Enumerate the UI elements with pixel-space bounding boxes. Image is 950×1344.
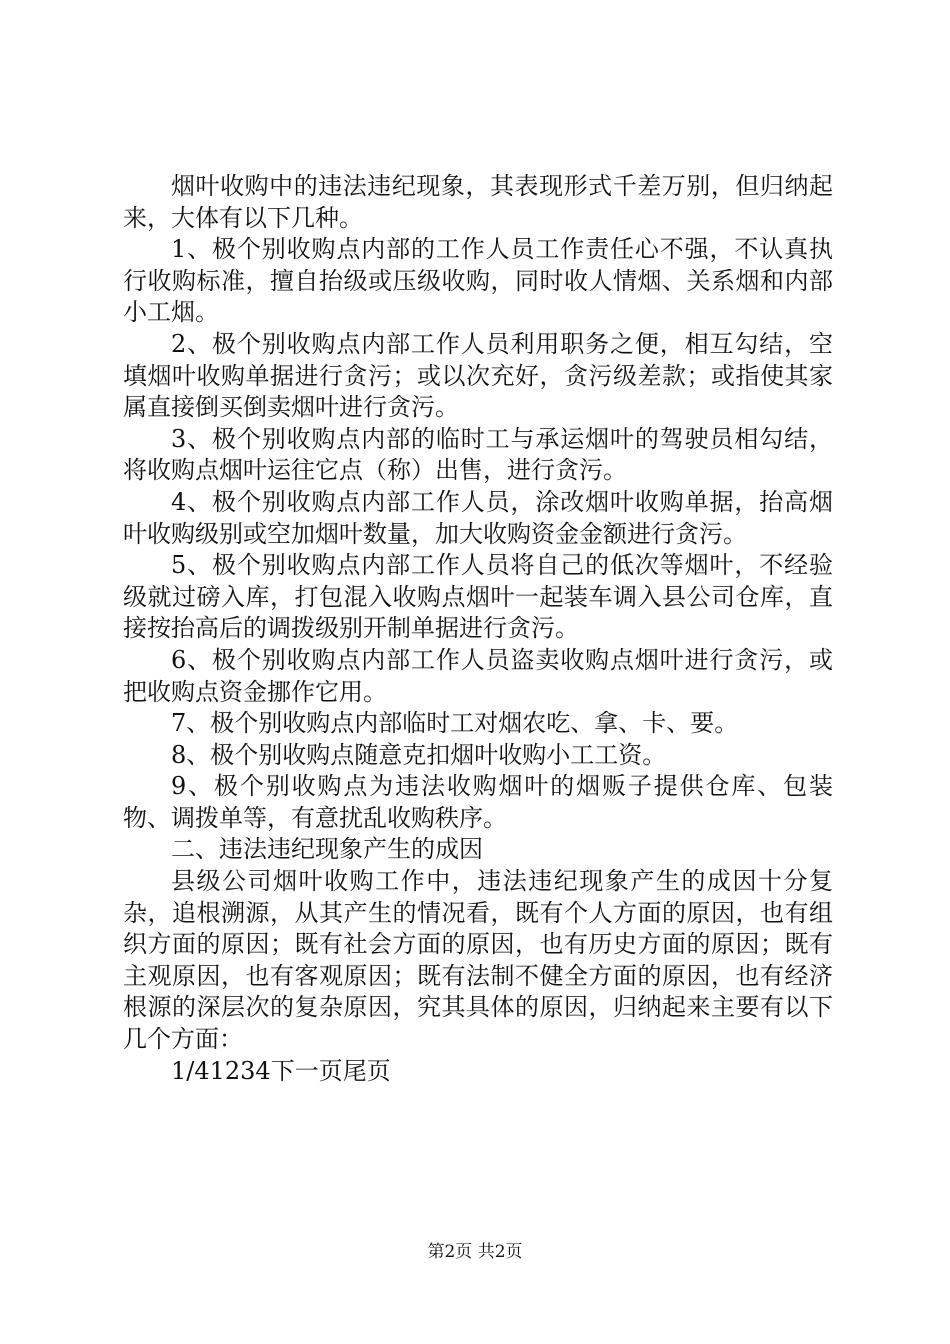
paragraph-item-3: 3、极个别收购点内部的临时工与承运烟叶的驾驶员相勾结，将收购点烟叶运往它点（称）出售，进行贪污。	[123, 424, 833, 485]
paragraph-causes: 县级公司烟叶收购工作中，违法违纪现象产生的成因十分复杂，追根溯源，从其产生的情况看，既有个人方面的原因，也有组织方面的原因；既有社会方面的原因，也有历史方面的原因；既有主观原因，也有客观原因；既有法制不健全方面的原因，也有经济根源的深层次的复杂原因，究其具体的原因，归纳起来主要有以下几个方面：	[123, 867, 833, 1054]
paragraph-item-9: 9、极个别收购点为违法收购烟叶的烟贩子提供仓库、包装物、调拨单等，有意扰乱收购秩序。	[123, 772, 833, 832]
paragraph-item-7: 7、极个别收购点内部临时工对烟农吃、拿、卡、要。	[171, 709, 739, 738]
page-footer	[0, 1242, 950, 1262]
section-heading-causes: 二、违法违纪现象产生的成因	[171, 835, 483, 864]
paragraph-item-6: 6、极个别收购点内部工作人员盗卖收购点烟叶进行贪污，或把收购点资金挪作它用。	[123, 645, 833, 706]
paragraph-item-8: 8、极个别收购点随意克扣烟叶收购小工工资。	[171, 740, 667, 769]
paragraph-item-4: 4、极个别收购点内部工作人员，涂改烟叶收购单据，抬高烟叶收购级别或空加烟叶数量，加大收购资金金额进行贪污。	[123, 487, 833, 548]
paragraph-item-5: 5、极个别收购点内部工作人员将自己的低次等烟叶，不经验级就过磅入库，打包混入收购点烟叶一起装车调入县公司仓库，直接按抬高后的调拨级别开制单据进行贪污。	[123, 551, 833, 643]
page-number-label: 第2页 共2页	[427, 1242, 523, 1262]
paragraph-intro: 烟叶收购中的违法违纪现象，其表现形式千差万别，但归纳起来，大体有以下几种。	[123, 172, 833, 232]
document-body	[123, 171, 833, 1087]
paragraph-item-1: 1、极个别收购点内部的工作人员工作责任心不强，不认真执行收购标准，擅自抬级或压级收购，同时收人情烟、关系烟和内部小工烟。	[123, 235, 833, 327]
pagination-links[interactable]: 1/41234下一页尾页	[171, 1056, 391, 1085]
paragraph-item-2: 2、极个别收购点内部工作人员利用职务之便，相互勾结，空填烟叶收购单据进行贪污；或以次充好，贪污级差款；或指使其家属直接倒买倒卖烟叶进行贪污。	[123, 329, 833, 422]
